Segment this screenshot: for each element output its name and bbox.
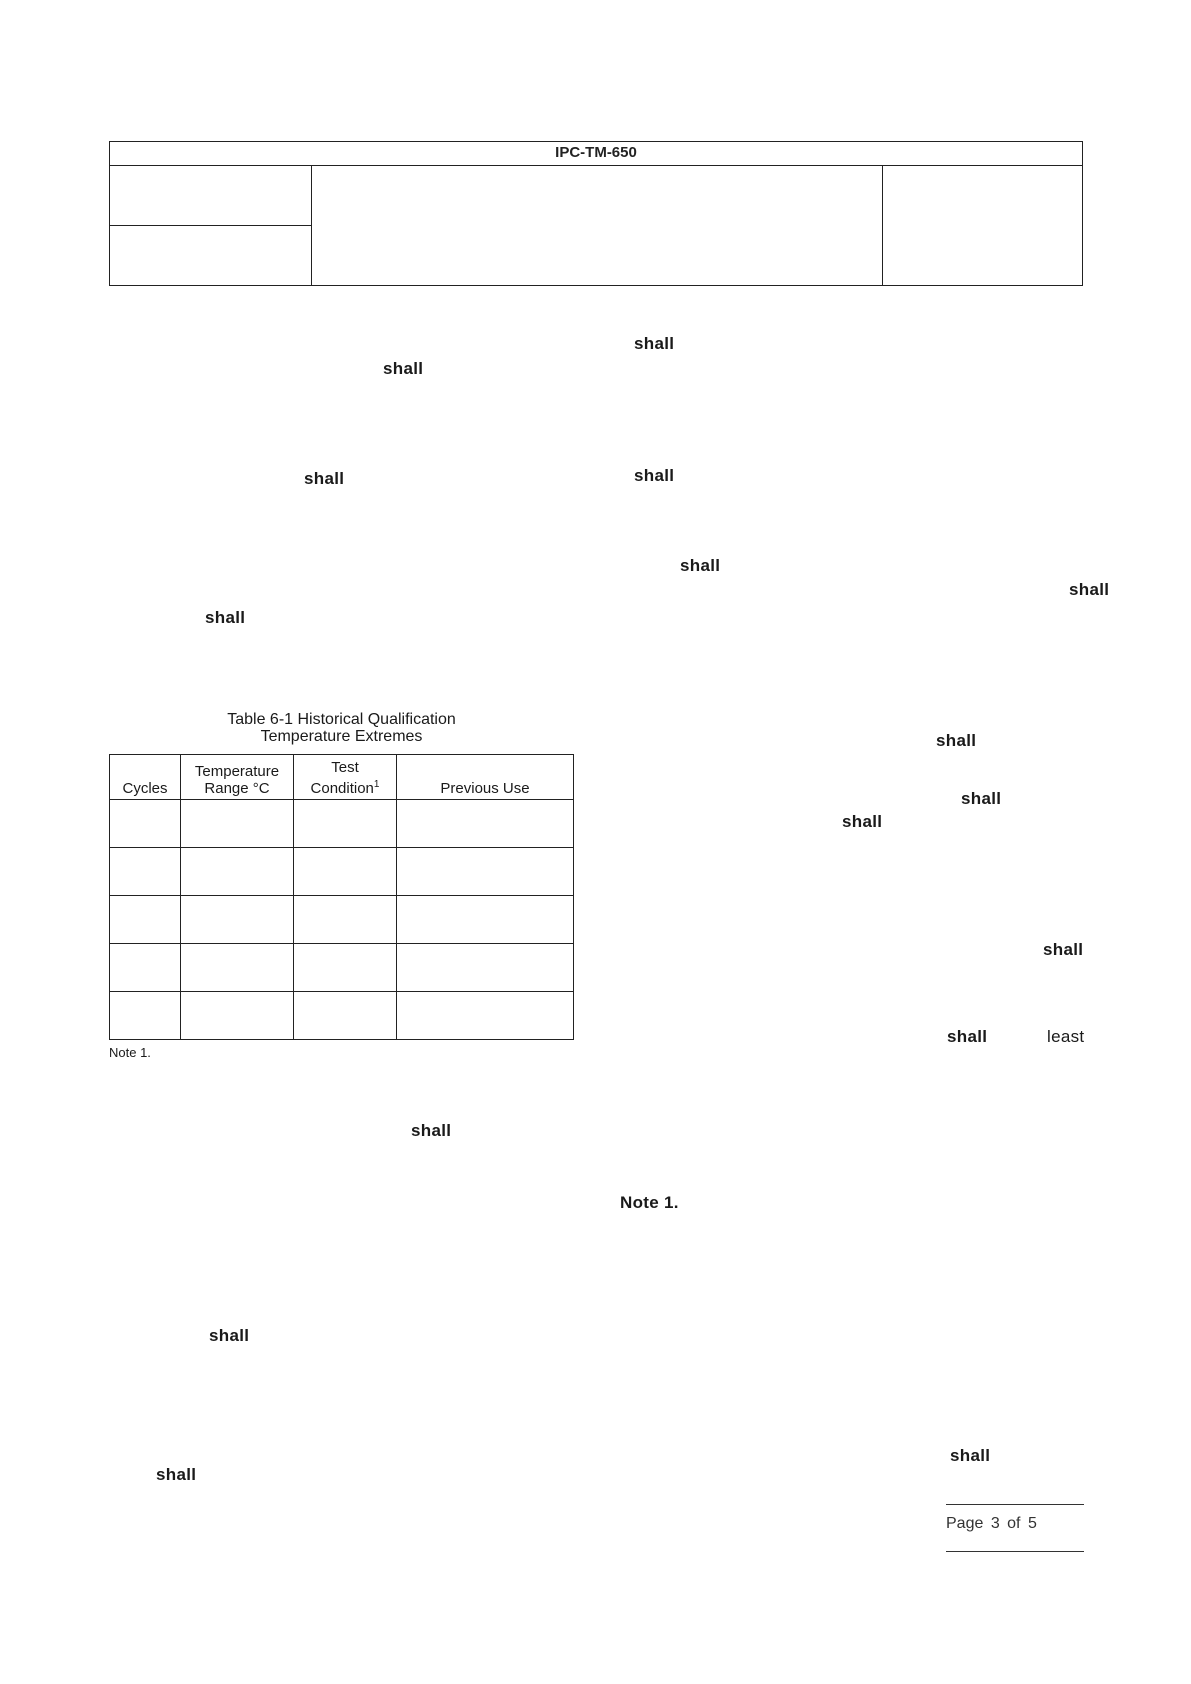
- text-least: least: [1047, 1027, 1085, 1046]
- text-shall-2: shall: [383, 359, 424, 378]
- text-shall-5: shall: [680, 556, 721, 575]
- text-shall-8: shall: [936, 731, 977, 750]
- header-temperature-range: Temperature Range °C: [181, 755, 294, 800]
- text-shall-15: shall: [950, 1446, 991, 1465]
- header-left-divider: [110, 225, 311, 226]
- document-header: [109, 141, 1083, 286]
- text-shall-14: shall: [209, 1326, 250, 1345]
- text-shall-12: shall: [947, 1027, 988, 1046]
- header-previous-use: Previous Use: [397, 755, 574, 800]
- table-caption: [109, 711, 574, 745]
- table-caption-line2: Temperature Extremes: [260, 728, 423, 745]
- text-shall-10: shall: [842, 812, 883, 831]
- table-row: [110, 944, 574, 992]
- text-shall-1: shall: [634, 334, 675, 353]
- text-shall-11: shall: [1043, 940, 1084, 959]
- header-test-condition: Test Condition$^1$: [294, 755, 397, 800]
- table-header-row: [110, 755, 574, 800]
- table-caption-line1: Table 6-1 Historical Qualification: [227, 711, 456, 728]
- text-shall-7: shall: [205, 608, 246, 627]
- text-shall-4: shall: [304, 469, 345, 488]
- qualification-table: [109, 754, 574, 1040]
- text-shall-3: shall: [634, 466, 675, 485]
- table-note: Note 1.: [109, 1045, 151, 1060]
- header-cycles: Cycles: [110, 755, 181, 800]
- table-row: [110, 848, 574, 896]
- text-shall-9: shall: [961, 789, 1002, 808]
- footer-top-rule: [946, 1504, 1084, 1505]
- table-row: [110, 992, 574, 1040]
- text-shall-16: shall: [156, 1465, 197, 1484]
- document-title: IPC-TM-650: [110, 142, 1082, 166]
- footer-bottom-rule: [946, 1551, 1084, 1552]
- table-row: [110, 896, 574, 944]
- header-left-cell: [110, 165, 312, 285]
- right-column-note: Note 1.: [620, 1193, 679, 1212]
- text-shall-13: shall: [411, 1121, 452, 1140]
- header-right-cell: [882, 165, 1082, 285]
- table-row: [110, 800, 574, 848]
- text-shall-6: shall: [1069, 580, 1110, 599]
- page-number: Page 3 of 5: [946, 1515, 1037, 1532]
